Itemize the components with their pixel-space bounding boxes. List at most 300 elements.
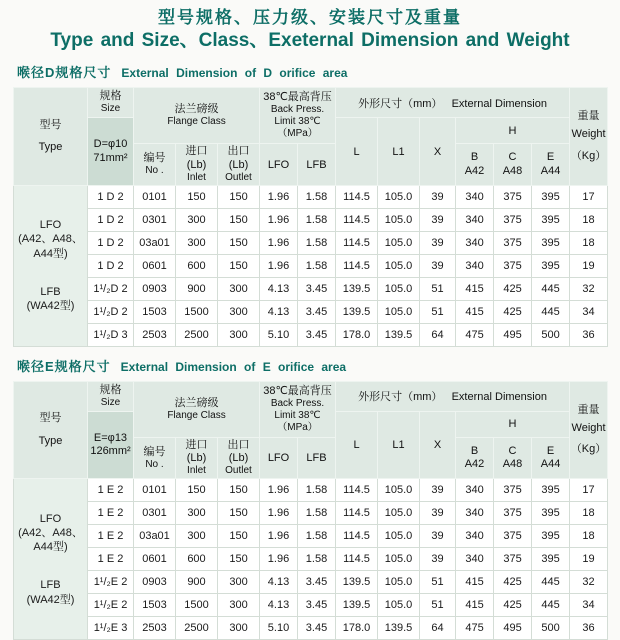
table-cell: 1¹/₂D 2: [88, 277, 134, 300]
table-cell: 1 E 2: [88, 548, 134, 571]
table-cell: 3.45: [298, 594, 336, 617]
table-cell: 1 E 2: [88, 479, 134, 502]
table-cell: 415: [456, 594, 494, 617]
d-section-heading: [17, 63, 607, 82]
table-cell: 3.45: [298, 617, 336, 640]
table-cell: 1.58: [298, 548, 336, 571]
type-name: LFO: [39, 512, 62, 525]
table-cell: 375: [494, 185, 532, 208]
backpress-line2: Back Press.: [270, 398, 325, 410]
table-cell: 51: [420, 277, 456, 300]
e-header-bottom: A44: [540, 164, 561, 177]
col-header-l1: L1: [378, 411, 420, 478]
table-cell: 150: [176, 185, 218, 208]
table-cell: 1.58: [298, 479, 336, 502]
table-row: [14, 185, 608, 208]
table-cell: 395: [532, 548, 570, 571]
col-header-b-a42: [456, 144, 494, 185]
col-header-flange-class: [134, 88, 260, 144]
col-header-flange-class: [134, 381, 260, 437]
table-cell: 32: [570, 571, 608, 594]
type-name: LFB: [40, 579, 61, 592]
size-header-zh: 规格: [99, 383, 122, 396]
table-cell: 1.96: [260, 548, 298, 571]
table-cell: 114.5: [336, 502, 378, 525]
type-header-en: Type: [38, 434, 63, 447]
table-row: [14, 231, 608, 254]
table-cell: 39: [420, 231, 456, 254]
inlet-header-en: Inlet: [187, 465, 206, 477]
d-orifice-table: [13, 87, 608, 346]
page-title-en: Type and Size、Class、Exeternal Dimension and Weight: [50, 30, 570, 52]
table-cell: 32: [570, 277, 608, 300]
table-cell: 495: [494, 617, 532, 640]
size-header-zh: 规格: [99, 90, 122, 103]
table-cell: 495: [494, 323, 532, 346]
table-row: [14, 254, 608, 277]
weight-header-en: Weight: [571, 422, 606, 435]
table-cell: 375: [494, 231, 532, 254]
backpress-line2: Back Press.: [270, 104, 325, 116]
table-cell: 375: [494, 525, 532, 548]
b-header-bottom: A42: [464, 164, 485, 177]
table-cell: 114.5: [336, 479, 378, 502]
table-cell: 0301: [134, 208, 176, 231]
extdim-header-en: External Dimension: [451, 97, 547, 110]
table-cell: 178.0: [336, 617, 378, 640]
table-cell: 1 E 2: [88, 502, 134, 525]
table-cell: 114.5: [336, 231, 378, 254]
type-name: LFO: [39, 219, 62, 231]
col-header-external-dimension: [336, 381, 570, 411]
type-label-group: [15, 218, 86, 261]
b-header-top: B: [470, 444, 479, 457]
backpress-line3: Limit 38℃: [274, 116, 321, 128]
col-header-lfo: LFO: [260, 437, 298, 478]
c-header-bottom: A48: [502, 164, 523, 177]
table-cell: 500: [532, 323, 570, 346]
table-cell: 340: [456, 231, 494, 254]
table-cell: 375: [494, 548, 532, 571]
table-cell: 105.0: [378, 548, 420, 571]
table-cell: 425: [494, 300, 532, 323]
flange-header-zh: 法兰磅级: [174, 103, 219, 116]
outlet-header-en: Outlet: [225, 465, 252, 477]
e-orifice-table: [13, 381, 608, 640]
col-header-b-a42: [456, 437, 494, 478]
table-cell: 1 D 2: [88, 254, 134, 277]
table-cell: 150: [218, 231, 260, 254]
table-cell: 1.96: [260, 185, 298, 208]
table-cell: 114.5: [336, 254, 378, 277]
inlet-header-zh: 进口(Lb): [185, 145, 208, 171]
table-cell: 105.0: [378, 594, 420, 617]
type-label-group: [15, 512, 86, 555]
inlet-header-en: Inlet: [187, 171, 206, 183]
table-cell: 375: [494, 254, 532, 277]
table-cell: 17: [570, 479, 608, 502]
table-cell: 105.0: [378, 525, 420, 548]
table-cell: 3.45: [298, 300, 336, 323]
table-row: [14, 525, 608, 548]
table-cell: 139.5: [336, 277, 378, 300]
table-cell: 1 D 2: [88, 208, 134, 231]
table-cell: 1500: [176, 594, 218, 617]
c-header-top: C: [508, 444, 517, 457]
table-cell: 4.13: [260, 277, 298, 300]
col-header-h: H: [456, 411, 570, 437]
type-header-zh: 型号: [39, 118, 62, 131]
size-header-en: Size: [100, 397, 121, 409]
table-cell: 150: [218, 254, 260, 277]
c-header-bottom: A48: [502, 458, 523, 471]
table-cell: 395: [532, 525, 570, 548]
table-cell: 1.96: [260, 231, 298, 254]
table-cell: 1.96: [260, 254, 298, 277]
table-cell: 2503: [134, 617, 176, 640]
col-header-weight: [570, 88, 608, 185]
type-detail: (WA42型): [26, 300, 75, 313]
size-value-line1: D=φ10: [93, 138, 128, 151]
table-cell: 5.10: [260, 323, 298, 346]
col-header-size: [88, 88, 134, 118]
size-value-line2: 126mm²: [90, 445, 131, 458]
table-cell: 03a01: [134, 525, 176, 548]
col-header-external-dimension: [336, 88, 570, 118]
flange-header-en: Flange Class: [167, 410, 226, 422]
col-header-l: L: [336, 411, 378, 478]
table-row: [14, 277, 608, 300]
table-cell: 1.58: [298, 254, 336, 277]
e-header-top: E: [546, 444, 555, 457]
d-table-head: [14, 88, 608, 185]
col-header-weight: [570, 381, 608, 478]
table-cell: 18: [570, 231, 608, 254]
table-cell: 425: [494, 594, 532, 617]
table-cell: 1.96: [260, 479, 298, 502]
table-cell: 395: [532, 208, 570, 231]
col-header-x: X: [420, 411, 456, 478]
table-cell: 395: [532, 502, 570, 525]
table-cell: 105.0: [378, 185, 420, 208]
table-cell: 19: [570, 548, 608, 571]
weight-header-unit: （Kg）: [570, 149, 607, 162]
table-cell: 0301: [134, 502, 176, 525]
table-cell: 395: [532, 185, 570, 208]
table-cell: 300: [176, 525, 218, 548]
no-header-en: No .: [145, 458, 164, 470]
table-cell: 1¹/₂D 2: [88, 300, 134, 323]
table-row: [14, 300, 608, 323]
type-detail: (A42、A48、A44型): [18, 233, 83, 260]
table-cell: 51: [420, 594, 456, 617]
table-cell: 600: [176, 548, 218, 571]
size-value-line2: 71mm²: [93, 151, 128, 164]
table-cell: 0903: [134, 277, 176, 300]
table-cell: 34: [570, 594, 608, 617]
flange-header-en: Flange Class: [167, 116, 226, 128]
table-cell: 1¹/₂E 3: [88, 617, 134, 640]
table-cell: 105.0: [378, 502, 420, 525]
col-header-inlet: [176, 437, 218, 478]
table-cell: 475: [456, 323, 494, 346]
table-cell: 17: [570, 185, 608, 208]
table-cell: 300: [218, 323, 260, 346]
col-header-lfb: LFB: [298, 144, 336, 185]
table-cell: 415: [456, 277, 494, 300]
e-header-bottom: A44: [540, 458, 561, 471]
table-cell: 1.96: [260, 208, 298, 231]
table-cell: 445: [532, 594, 570, 617]
table-cell: 0101: [134, 479, 176, 502]
table-cell: 300: [218, 277, 260, 300]
table-cell: 39: [420, 185, 456, 208]
table-cell: 1 D 2: [88, 185, 134, 208]
d-section-heading-en: External Dimension of D orifice area: [121, 66, 348, 81]
e-orifice-section: [13, 357, 607, 640]
table-cell: 1¹/₂E 2: [88, 594, 134, 617]
table-row: [14, 208, 608, 231]
table-cell: 2500: [176, 617, 218, 640]
table-cell: 4.13: [260, 594, 298, 617]
table-cell: 178.0: [336, 323, 378, 346]
table-cell: 105.0: [378, 479, 420, 502]
type-labels: [15, 512, 86, 607]
table-row: [14, 502, 608, 525]
table-cell: 900: [176, 571, 218, 594]
table-cell: 34: [570, 300, 608, 323]
outlet-header-zh: 出口(Lb): [227, 145, 250, 171]
col-header-type: [14, 381, 88, 478]
table-cell: 395: [532, 254, 570, 277]
e-section-heading-zh: 喉径E规格尺寸: [17, 358, 111, 374]
table-cell: 64: [420, 617, 456, 640]
type-detail: (WA42型): [26, 593, 75, 606]
e-table-head: [14, 381, 608, 478]
table-cell: 1.58: [298, 185, 336, 208]
table-cell: 2500: [176, 323, 218, 346]
type-name: LFB: [40, 285, 61, 298]
table-cell: 105.0: [378, 231, 420, 254]
table-cell: 3.45: [298, 323, 336, 346]
table-cell: 150: [218, 185, 260, 208]
table-cell: 1.58: [298, 231, 336, 254]
table-cell: 1.58: [298, 525, 336, 548]
table-cell: 445: [532, 277, 570, 300]
table-cell: 139.5: [378, 323, 420, 346]
col-header-l: L: [336, 118, 378, 185]
backpress-line1: 38℃最高背压: [263, 384, 332, 397]
table-cell: 105.0: [378, 208, 420, 231]
table-cell: 150: [218, 525, 260, 548]
table-cell: 36: [570, 617, 608, 640]
table-cell: 39: [420, 525, 456, 548]
table-cell: 1.58: [298, 502, 336, 525]
table-cell: 0101: [134, 185, 176, 208]
backpress-line1: 38℃最高背压: [263, 91, 332, 104]
e-section-heading: [17, 357, 607, 376]
e-header-top: E: [546, 151, 555, 164]
col-header-back-pressure: [260, 88, 336, 144]
d-orifice-section: [13, 63, 607, 347]
table-cell: 340: [456, 525, 494, 548]
backpress-line3: Limit 38℃: [274, 410, 321, 422]
type-label-group: [15, 578, 86, 607]
table-cell: 445: [532, 571, 570, 594]
table-cell: 18: [570, 502, 608, 525]
col-header-type: [14, 88, 88, 185]
table-row: [14, 479, 608, 502]
table-cell: 395: [532, 231, 570, 254]
table-cell: 1¹/₂E 2: [88, 571, 134, 594]
table-cell: 340: [456, 479, 494, 502]
table-cell: 1.96: [260, 525, 298, 548]
col-header-size-value: [88, 118, 134, 185]
col-header-lfb: LFB: [298, 437, 336, 478]
b-header-bottom: A42: [464, 458, 485, 471]
col-header-back-pressure: [260, 381, 336, 437]
table-cell: 139.5: [336, 594, 378, 617]
table-cell: 300: [176, 502, 218, 525]
c-header-top: C: [508, 151, 517, 164]
type-column-cell: [14, 479, 88, 640]
inlet-header-zh: 进口(Lb): [185, 438, 208, 465]
type-header-zh: 型号: [39, 412, 62, 425]
table-cell: 39: [420, 254, 456, 277]
table-cell: 18: [570, 208, 608, 231]
table-cell: 300: [218, 617, 260, 640]
table-cell: 340: [456, 208, 494, 231]
table-row: [14, 617, 608, 640]
table-cell: 114.5: [336, 548, 378, 571]
table-cell: 375: [494, 502, 532, 525]
table-cell: 19: [570, 254, 608, 277]
col-header-x: X: [420, 118, 456, 185]
col-header-size-value: [88, 411, 134, 478]
table-cell: 5.10: [260, 617, 298, 640]
col-header-outlet: [218, 144, 260, 185]
table-cell: 0601: [134, 548, 176, 571]
type-labels: [15, 218, 86, 313]
table-cell: 105.0: [378, 571, 420, 594]
table-cell: 395: [532, 479, 570, 502]
table-row: [14, 594, 608, 617]
table-cell: 375: [494, 208, 532, 231]
size-value-line1: E=φ13: [93, 431, 128, 444]
table-cell: 1503: [134, 300, 176, 323]
table-cell: 415: [456, 571, 494, 594]
table-cell: 105.0: [378, 277, 420, 300]
weight-header-zh: 重量: [577, 110, 600, 123]
table-cell: 3.45: [298, 571, 336, 594]
col-header-l1: L1: [378, 118, 420, 185]
table-cell: 425: [494, 571, 532, 594]
no-header-en: No .: [145, 165, 164, 177]
col-header-c-a48: [494, 144, 532, 185]
no-header-zh: 编号: [143, 445, 166, 458]
table-row: [14, 571, 608, 594]
table-cell: 375: [494, 479, 532, 502]
d-section-heading-zh: 喉径D规格尺寸: [17, 65, 112, 81]
table-cell: 2503: [134, 323, 176, 346]
e-table-body: [14, 479, 608, 640]
table-cell: 150: [218, 502, 260, 525]
table-cell: 105.0: [378, 300, 420, 323]
size-header-en: Size: [100, 103, 121, 115]
table-cell: 114.5: [336, 525, 378, 548]
table-cell: 64: [420, 323, 456, 346]
type-column-cell: [14, 185, 88, 346]
table-row: [14, 323, 608, 346]
table-cell: 150: [176, 479, 218, 502]
table-cell: 139.5: [378, 617, 420, 640]
table-cell: 39: [420, 479, 456, 502]
col-header-no: [134, 437, 176, 478]
type-detail: (A42、A48、A44型): [18, 526, 83, 554]
table-cell: 51: [420, 300, 456, 323]
table-cell: 340: [456, 502, 494, 525]
table-row: [14, 548, 608, 571]
table-cell: 340: [456, 254, 494, 277]
backpress-line4: （MPa）: [277, 422, 318, 434]
table-cell: 900: [176, 277, 218, 300]
col-header-no: [134, 144, 176, 185]
d-table-body: [14, 185, 608, 346]
table-cell: 3.45: [298, 277, 336, 300]
e-section-heading-en: External Dimension of E orifice area: [120, 359, 347, 374]
table-cell: 39: [420, 208, 456, 231]
table-cell: 1 D 2: [88, 231, 134, 254]
table-cell: 150: [218, 479, 260, 502]
table-cell: 300: [176, 208, 218, 231]
table-cell: 425: [494, 277, 532, 300]
table-cell: 600: [176, 254, 218, 277]
table-cell: 51: [420, 571, 456, 594]
extdim-header-zh: 外形尺寸（mm）: [358, 97, 443, 110]
outlet-header-en: Outlet: [225, 171, 252, 183]
table-cell: 4.13: [260, 571, 298, 594]
table-cell: 139.5: [336, 300, 378, 323]
table-cell: 105.0: [378, 254, 420, 277]
table-cell: 36: [570, 323, 608, 346]
table-cell: 139.5: [336, 571, 378, 594]
table-cell: 0903: [134, 571, 176, 594]
weight-header-zh: 重量: [577, 403, 600, 416]
flange-header-zh: 法兰磅级: [174, 396, 219, 409]
extdim-header-en: External Dimension: [451, 391, 547, 404]
table-cell: 300: [218, 594, 260, 617]
type-header-en: Type: [38, 141, 63, 154]
col-header-e-a44: [532, 437, 570, 478]
col-header-e-a44: [532, 144, 570, 185]
table-cell: 39: [420, 502, 456, 525]
col-header-lfo: LFO: [260, 144, 298, 185]
table-cell: 1¹/₂D 3: [88, 323, 134, 346]
table-cell: 150: [218, 208, 260, 231]
table-cell: 1.96: [260, 502, 298, 525]
page-title-zh: 型号规格、压力级、安装尺寸及重量: [158, 8, 462, 27]
table-cell: 475: [456, 617, 494, 640]
table-cell: 150: [218, 548, 260, 571]
no-header-zh: 编号: [143, 151, 166, 164]
col-header-h: H: [456, 118, 570, 144]
table-cell: 03a01: [134, 231, 176, 254]
table-cell: 114.5: [336, 185, 378, 208]
extdim-header-zh: 外形尺寸（mm）: [358, 391, 443, 404]
table-cell: 114.5: [336, 208, 378, 231]
table-cell: 500: [532, 617, 570, 640]
table-cell: 340: [456, 548, 494, 571]
